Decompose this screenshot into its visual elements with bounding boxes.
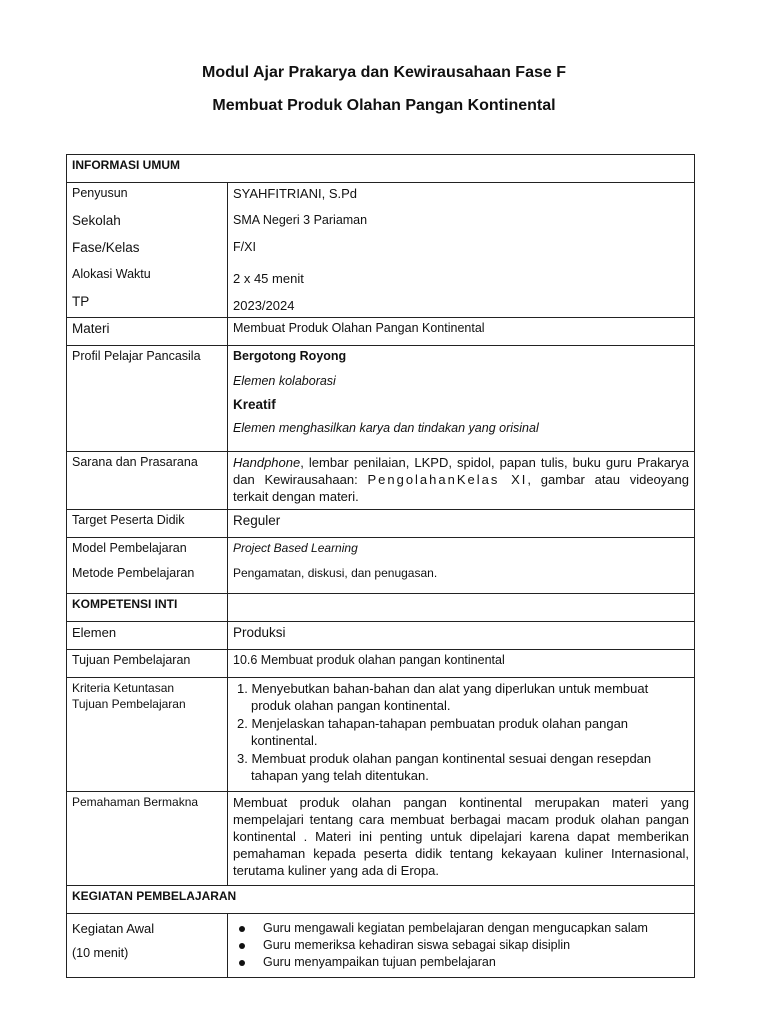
section-row-kegiatan	[67, 886, 695, 914]
kegiatan-awal-item-3	[233, 954, 689, 971]
value-kegiatan-awal	[228, 914, 695, 978]
section-empty-cell	[228, 594, 695, 622]
info-values	[228, 183, 695, 318]
value-tujuan: 10.6 Membuat produk olahan pangan kontinental	[228, 650, 695, 678]
kegiatan-awal-item-1	[233, 920, 689, 937]
value-tp: 2023/2024	[233, 298, 295, 313]
label-tp: TP	[72, 294, 90, 309]
row-materi	[67, 318, 695, 346]
kegiatan-awal-title: Kegiatan Awal	[72, 921, 155, 936]
kriteria-list	[233, 680, 689, 784]
value-profil	[228, 346, 695, 452]
profil-item-1-elemen: Elemen kolaborasi	[233, 374, 336, 388]
label-kriteria-2: Tujuan Pembelajaran	[72, 697, 186, 711]
info-row	[67, 183, 695, 318]
row-kriteria	[67, 678, 695, 792]
label-materi: Materi	[67, 318, 228, 346]
value-model: Project Based Learning	[233, 541, 358, 555]
kegiatan-awal-item-3-text: Guru menyampaikan tujuan pembelajaran	[263, 955, 496, 969]
label-pemahaman: Pemahaman Bermakna	[67, 792, 228, 886]
label-sekolah: Sekolah	[72, 213, 121, 228]
row-target	[67, 510, 695, 538]
label-fase-kelas: Fase/Kelas	[72, 240, 140, 255]
row-tujuan	[67, 650, 695, 678]
section-title-kompetensi-inti: KOMPETENSI INTI	[67, 594, 228, 622]
module-table	[66, 154, 695, 978]
row-kegiatan-awal	[67, 914, 695, 978]
row-model-metode	[67, 538, 695, 594]
value-sarana	[228, 452, 695, 510]
value-target: Reguler	[228, 510, 695, 538]
row-profil	[67, 346, 695, 452]
section-row-kompetensi-inti	[67, 594, 695, 622]
label-tujuan: Tujuan Pembelajaran	[67, 650, 228, 678]
value-metode: Pengamatan, diskusi, dan penugasan.	[233, 566, 438, 580]
bullet-icon	[239, 960, 245, 966]
profil-item-2-elemen: Elemen menghasilkan karya dan tindakan yang orisinal	[233, 421, 539, 435]
profil-item-1-name: Bergotong Royong	[233, 349, 347, 363]
value-materi: Membuat Produk Olahan Pangan Kontinental	[228, 318, 695, 346]
kegiatan-awal-item-2	[233, 937, 689, 954]
section-title-informasi-umum: INFORMASI UMUM	[67, 155, 695, 183]
label-model: Model Pembelajaran	[72, 541, 187, 555]
sarana-text-2: , gambar atau videoyang terkait dengan materi.	[233, 472, 689, 504]
bullet-icon	[239, 943, 245, 949]
bullet-icon	[239, 926, 245, 932]
label-metode: Metode Pembelajaran	[72, 566, 195, 580]
kriteria-item-1: 1. Menyebutkan bahan-bahan dan alat yang diperlukan untuk membuat produk olahan pangan kontinental.	[237, 681, 649, 713]
info-labels	[67, 183, 228, 318]
label-kriteria-1: Kriteria Ketuntasan	[72, 681, 175, 695]
kegiatan-awal-list	[233, 920, 689, 971]
label-model-metode	[67, 538, 228, 594]
value-sekolah: SMA Negeri 3 Pariaman	[233, 213, 368, 227]
section-row-informasi-umum	[67, 155, 695, 183]
value-alokasi-waktu: 2 x 45 menit	[233, 271, 304, 286]
row-elemen	[67, 622, 695, 650]
kriteria-item-2: 2. Menjelaskan tahapan-tahapan pembuatan produk olahan pangan kontinental.	[237, 716, 629, 748]
document-title: Modul Ajar Prakarya dan Kewirausahaan Fase F	[202, 64, 566, 81]
document-subtitle: Membuat Produk Olahan Pangan Kontinental	[212, 97, 556, 114]
label-alokasi-waktu: Alokasi Waktu	[72, 267, 151, 281]
label-kriteria	[67, 678, 228, 792]
profil-item-2-name: Kreatif	[233, 397, 276, 412]
value-penyusun: SYAHFITRIANI, S.Pd	[233, 186, 358, 201]
row-pemahaman	[67, 792, 695, 886]
label-kegiatan-awal	[67, 914, 228, 978]
value-kriteria	[228, 678, 695, 792]
sarana-italic: Handphone	[233, 455, 301, 470]
label-penyusun: Penyusun	[72, 186, 128, 200]
label-elemen: Elemen	[67, 622, 228, 650]
row-sarana	[67, 452, 695, 510]
label-profil: Profil Pelajar Pancasila	[67, 346, 228, 452]
sarana-text-1: , lembar penilaian, LKPD, spidol, papan tulis, buku guru Prakarya dan Kewirausahaan:	[233, 455, 689, 487]
kegiatan-awal-item-2-text: Guru memeriksa kehadiran siswa sebagai sikap disiplin	[263, 938, 571, 952]
value-fase-kelas: F/XI	[233, 240, 256, 254]
label-target: Target Peserta Didik	[67, 510, 228, 538]
sarana-spaced: PengolahanKelas XI	[367, 472, 528, 487]
kegiatan-awal-duration: (10 menit)	[72, 946, 129, 960]
section-title-kegiatan: KEGIATAN PEMBELAJARAN	[67, 886, 695, 914]
kegiatan-awal-item-1-text: Guru mengawali kegiatan pembelajaran dengan mengucapkan salam	[263, 921, 648, 935]
label-sarana: Sarana dan Prasarana	[67, 452, 228, 510]
value-pemahaman: Membuat produk olahan pangan kontinental merupakan materi yang mempelajari tentang cara membuat berbagai macam produk olahan pangan kontinental . Materi ini penting untuk dipelajari karena dapat memberikan pemahaman kepada peserta didik tentang kekayaan kuliner Internasional, terutama kuliner yang ada di Eropa.	[228, 792, 695, 886]
value-model-metode	[228, 538, 695, 594]
kriteria-item-3: 3. Membuat produk olahan pangan kontinental sesuai dengan resepdan tahapan yang telah ditentukan.	[237, 751, 652, 783]
value-elemen: Produksi	[228, 622, 695, 650]
